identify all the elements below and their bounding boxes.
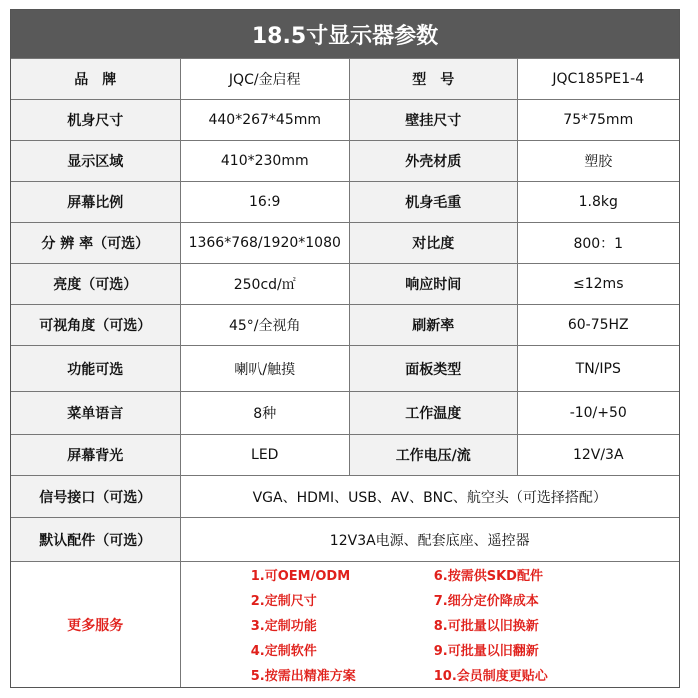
accessory-label: 默认配件（可选） [11, 518, 181, 561]
table-row [11, 434, 679, 475]
services-row [11, 561, 679, 687]
service-item: 10.会员制度更贴心 [433, 669, 548, 684]
row-value: TN/IPS [575, 360, 621, 377]
row-value: 60-75HZ [567, 317, 629, 333]
accessory-value: 12V3A电源、配套底座、遥控器 [329, 532, 530, 549]
table-row [11, 304, 679, 345]
row-label: 工作温度 [350, 392, 518, 434]
row-label: 刷新率 [350, 305, 518, 345]
service-item: 4.定制软件 [250, 644, 317, 659]
row-value: -10/+50 [569, 405, 627, 421]
services-label: 更多服务 [11, 562, 181, 687]
row-label: 壁挂尺寸 [350, 100, 518, 140]
row-value: 8种 [181, 392, 351, 434]
row-value: 塑胶 [584, 154, 613, 170]
row-label: 品 牌 [11, 59, 181, 99]
table-row [11, 345, 679, 391]
service-item: 2.定制尺寸 [250, 594, 317, 609]
row-label: 分 辨 率（可选） [11, 223, 181, 263]
accessory-row [11, 517, 679, 561]
row-value: 喇叭/触摸 [181, 346, 351, 391]
row-value: 1366*768/1920*1080 [181, 223, 351, 263]
row-value: JQC185PE1-4 [552, 71, 645, 87]
row-label: 外壳材质 [350, 141, 518, 181]
service-item: 9.可批量以旧翻新 [433, 644, 539, 659]
row-label: 机身尺寸 [11, 100, 181, 140]
service-item: 6.按需供SKD配件 [433, 569, 543, 584]
table-row [11, 140, 679, 181]
row-value: 12V/3A [572, 447, 624, 463]
spec-table [10, 9, 680, 688]
row-value: ≤12ms [573, 276, 624, 292]
signal-label: 信号接口（可选） [11, 476, 181, 517]
row-label: 型 号 [350, 59, 518, 99]
row-label: 机身毛重 [350, 182, 518, 222]
row-label: 屏幕背光 [11, 435, 181, 475]
row-value: 250cd/㎡ [181, 264, 351, 304]
row-value: 75*75mm [563, 112, 634, 128]
service-item: 3.定制功能 [250, 619, 317, 634]
row-value: 800：1 [573, 236, 624, 252]
row-label: 显示区域 [11, 141, 181, 181]
service-item: 5.按需出精准方案 [250, 669, 356, 684]
row-label: 工作电压/流 [350, 435, 518, 475]
table-title: 18.5寸显示器参数 [11, 10, 679, 58]
table-row [11, 222, 679, 263]
row-label: 菜单语言 [11, 392, 181, 434]
row-label: 亮度（可选） [11, 264, 181, 304]
table-row [11, 263, 679, 304]
row-value: JQC/金启程 [181, 59, 351, 99]
table-row [11, 58, 679, 99]
row-label: 功能可选 [11, 346, 181, 391]
row-value: 16:9 [181, 182, 351, 222]
row-value: LED [181, 435, 351, 475]
signal-value: VGA、HDMI、USB、AV、BNC、航空头（可选择搭配） [252, 489, 607, 506]
row-value: 440*267*45mm [181, 100, 351, 140]
row-value: 410*230mm [181, 141, 351, 181]
service-item: 8.可批量以旧换新 [433, 619, 539, 634]
signal-row [11, 475, 679, 517]
service-item: 1.可OEM/ODM [250, 569, 351, 584]
services-list [181, 562, 680, 687]
row-label: 可视角度（可选） [11, 305, 181, 345]
row-label: 屏幕比例 [11, 182, 181, 222]
table-row [11, 391, 679, 434]
row-value: 45°/全视角 [181, 305, 351, 345]
table-row [11, 99, 679, 140]
service-item: 7.细分定价降成本 [433, 594, 539, 609]
row-label: 面板类型 [350, 346, 518, 391]
row-value: 1.8kg [578, 194, 618, 210]
row-label: 响应时间 [350, 264, 518, 304]
row-label: 对比度 [350, 223, 518, 263]
table-row [11, 181, 679, 222]
